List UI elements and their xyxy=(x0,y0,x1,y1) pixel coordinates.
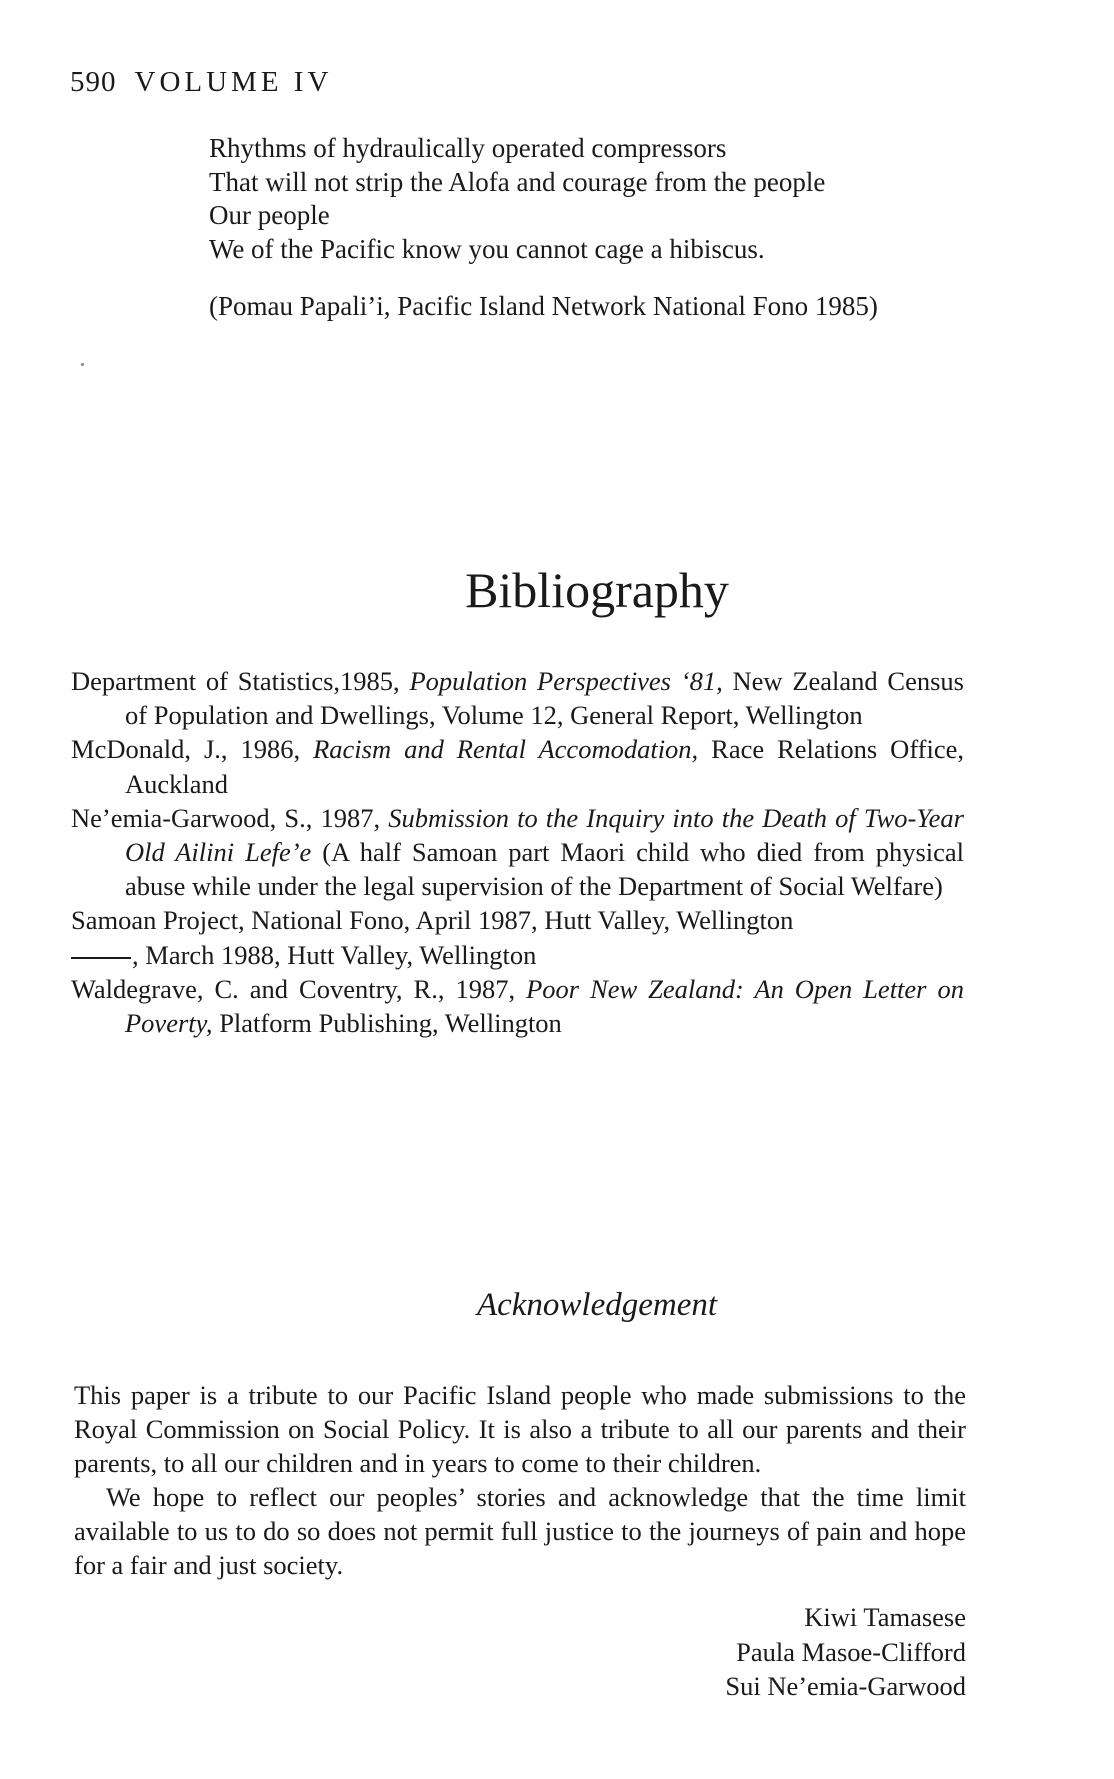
entry-author: Samoan Project, National Fono, April 1987, Hutt Valley, Wellington xyxy=(71,905,794,936)
entry-title: Poor New Zealand: An Open Letter on Poverty, xyxy=(125,973,964,1039)
acknowledgement-paragraph: This paper is a tribute to our Pacific Island people who made submissions to the Royal Commission on Social Policy. It is also a tribute to all our parents and their parents, to all our children and in years to come to their children. xyxy=(74,1380,966,1478)
entry-title: Population Perspectives ‘81, xyxy=(409,666,723,696)
bibliography-entry xyxy=(71,903,964,937)
entry-author: Ne’emia-Garwood, S., 1987, xyxy=(71,802,389,833)
acknowledgement-body xyxy=(74,1378,966,1582)
signatories xyxy=(725,1600,966,1704)
poem-line: We of the Pacific know you cannot cage a hibiscus. xyxy=(209,233,765,264)
acknowledgement-heading: Acknowledgement xyxy=(476,1287,718,1323)
entry-details: New Zealand Census of Population and Dwellings, Volume 12, General Report, Wellington xyxy=(125,666,964,731)
entry-author: Waldegrave, C. and Coventry, R., 1987, xyxy=(71,973,527,1004)
entry-title: Submission to the Inquiry into the Death of Two-Year Old Ailini Lefe’e xyxy=(125,802,964,868)
volume-label: VOLUME IV xyxy=(134,66,333,98)
bibliography-entry xyxy=(71,972,964,1040)
print-speck xyxy=(81,363,84,366)
bibliography-entry xyxy=(71,732,964,800)
running-head xyxy=(70,66,332,98)
poem-excerpt xyxy=(209,132,1029,266)
bibliography-entry xyxy=(71,664,964,732)
entry-details: (A half Samoan part Maori child who died from physical abuse while under the legal supervision of the Department of Social Welfare) xyxy=(125,837,965,902)
poem-line: That will not strip the Alofa and courage from the people xyxy=(209,166,826,197)
bibliography-list xyxy=(71,664,964,1040)
entry-author: McDonald, J., 1986, xyxy=(71,734,314,765)
entry-details: , March 1988, Hutt Valley, Wellington xyxy=(132,939,537,970)
repeat-author-dash xyxy=(71,957,131,959)
bibliography-heading: Bibliography xyxy=(465,562,729,618)
bibliography-entry xyxy=(71,801,964,904)
entry-details: Race Relations Office, Auckland xyxy=(125,734,965,799)
poem-line: Our people xyxy=(209,200,330,230)
poem-line: Rhythms of hydraulically operated compressors xyxy=(209,133,727,163)
entry-details: Platform Publishing, Wellington xyxy=(212,1008,562,1039)
entry-author: Department of Statistics,1985, xyxy=(71,666,410,696)
signatory-name: Kiwi Tamasese xyxy=(804,1602,966,1632)
entry-title: Racism and Rental Accomodation, xyxy=(313,734,699,765)
poem-attribution: (Pomau Papali’i, Pacific Island Network National Fono 1985) xyxy=(209,291,878,321)
page-number: 590 xyxy=(70,66,117,98)
signatory-name: Paula Masoe-Clifford xyxy=(736,1636,966,1667)
signatory-name: Sui Ne’emia-Garwood xyxy=(725,1671,966,1701)
bibliography-entry xyxy=(71,938,964,972)
acknowledgement-paragraph: We hope to reflect our peoples’ stories and acknowledge that the time limit available to us to do so does not permit full justice to the journeys of pain and hope for a fair and just society. xyxy=(74,1482,966,1580)
